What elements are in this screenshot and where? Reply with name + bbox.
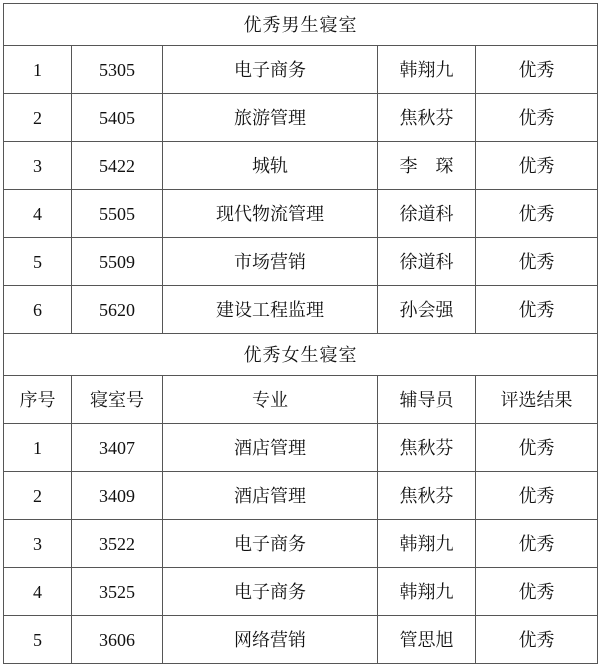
serial-cell: 4 <box>4 568 72 616</box>
serial-cell: 3 <box>4 142 72 190</box>
room-number-cell: 5509 <box>72 238 163 286</box>
counselor-cell: 韩翔九 <box>378 520 476 568</box>
counselor-cell: 徐道科 <box>378 238 476 286</box>
room-number-cell: 3409 <box>72 472 163 520</box>
serial-cell: 4 <box>4 190 72 238</box>
serial-cell: 6 <box>4 286 72 334</box>
major-cell: 酒店管理 <box>163 472 378 520</box>
table-row <box>4 4 598 46</box>
counselor-cell: 孙会强 <box>378 286 476 334</box>
room-number-cell: 5505 <box>72 190 163 238</box>
table-row <box>4 46 598 94</box>
section-title-female: 优秀女生寝室 <box>4 334 598 376</box>
table-row <box>4 424 598 472</box>
counselor-cell: 管思旭 <box>378 616 476 664</box>
counselor-cell: 韩翔九 <box>378 568 476 616</box>
result-cell: 优秀 <box>476 142 598 190</box>
col-header-room-number: 寝室号 <box>72 376 163 424</box>
table-row <box>4 334 598 376</box>
col-header-result: 评选结果 <box>476 376 598 424</box>
result-cell: 优秀 <box>476 568 598 616</box>
table-row <box>4 520 598 568</box>
major-cell: 城轨 <box>163 142 378 190</box>
result-cell: 优秀 <box>476 94 598 142</box>
table-row <box>4 142 598 190</box>
counselor-cell: 徐道科 <box>378 190 476 238</box>
major-cell: 市场营销 <box>163 238 378 286</box>
major-cell: 网络营销 <box>163 616 378 664</box>
serial-cell: 5 <box>4 616 72 664</box>
counselor-cell: 李 琛 <box>378 142 476 190</box>
major-cell: 旅游管理 <box>163 94 378 142</box>
room-number-cell: 5620 <box>72 286 163 334</box>
dormitory-evaluation-table <box>3 3 598 664</box>
col-header-major: 专业 <box>163 376 378 424</box>
room-number-cell: 3525 <box>72 568 163 616</box>
result-cell: 优秀 <box>476 286 598 334</box>
serial-cell: 5 <box>4 238 72 286</box>
serial-cell: 1 <box>4 46 72 94</box>
serial-cell: 2 <box>4 94 72 142</box>
col-header-serial: 序号 <box>4 376 72 424</box>
result-cell: 优秀 <box>476 238 598 286</box>
result-cell: 优秀 <box>476 520 598 568</box>
room-number-cell: 5422 <box>72 142 163 190</box>
serial-cell: 1 <box>4 424 72 472</box>
table-row <box>4 568 598 616</box>
result-cell: 优秀 <box>476 472 598 520</box>
counselor-cell: 焦秋芬 <box>378 424 476 472</box>
room-number-cell: 3606 <box>72 616 163 664</box>
major-cell: 电子商务 <box>163 568 378 616</box>
table-row <box>4 286 598 334</box>
counselor-cell: 焦秋芬 <box>378 94 476 142</box>
result-cell: 优秀 <box>476 424 598 472</box>
table-row <box>4 190 598 238</box>
table-row <box>4 616 598 664</box>
table-row <box>4 94 598 142</box>
room-number-cell: 5305 <box>72 46 163 94</box>
counselor-cell: 焦秋芬 <box>378 472 476 520</box>
room-number-cell: 3522 <box>72 520 163 568</box>
col-header-counselor: 辅导员 <box>378 376 476 424</box>
major-cell: 建设工程监理 <box>163 286 378 334</box>
major-cell: 现代物流管理 <box>163 190 378 238</box>
room-number-cell: 3407 <box>72 424 163 472</box>
major-cell: 电子商务 <box>163 46 378 94</box>
result-cell: 优秀 <box>476 616 598 664</box>
result-cell: 优秀 <box>476 190 598 238</box>
major-cell: 电子商务 <box>163 520 378 568</box>
serial-cell: 3 <box>4 520 72 568</box>
serial-cell: 2 <box>4 472 72 520</box>
room-number-cell: 5405 <box>72 94 163 142</box>
table-row <box>4 238 598 286</box>
counselor-cell: 韩翔九 <box>378 46 476 94</box>
major-cell: 酒店管理 <box>163 424 378 472</box>
table-header-row <box>4 376 598 424</box>
result-cell: 优秀 <box>476 46 598 94</box>
table-row <box>4 472 598 520</box>
section-title-male: 优秀男生寝室 <box>4 4 598 46</box>
